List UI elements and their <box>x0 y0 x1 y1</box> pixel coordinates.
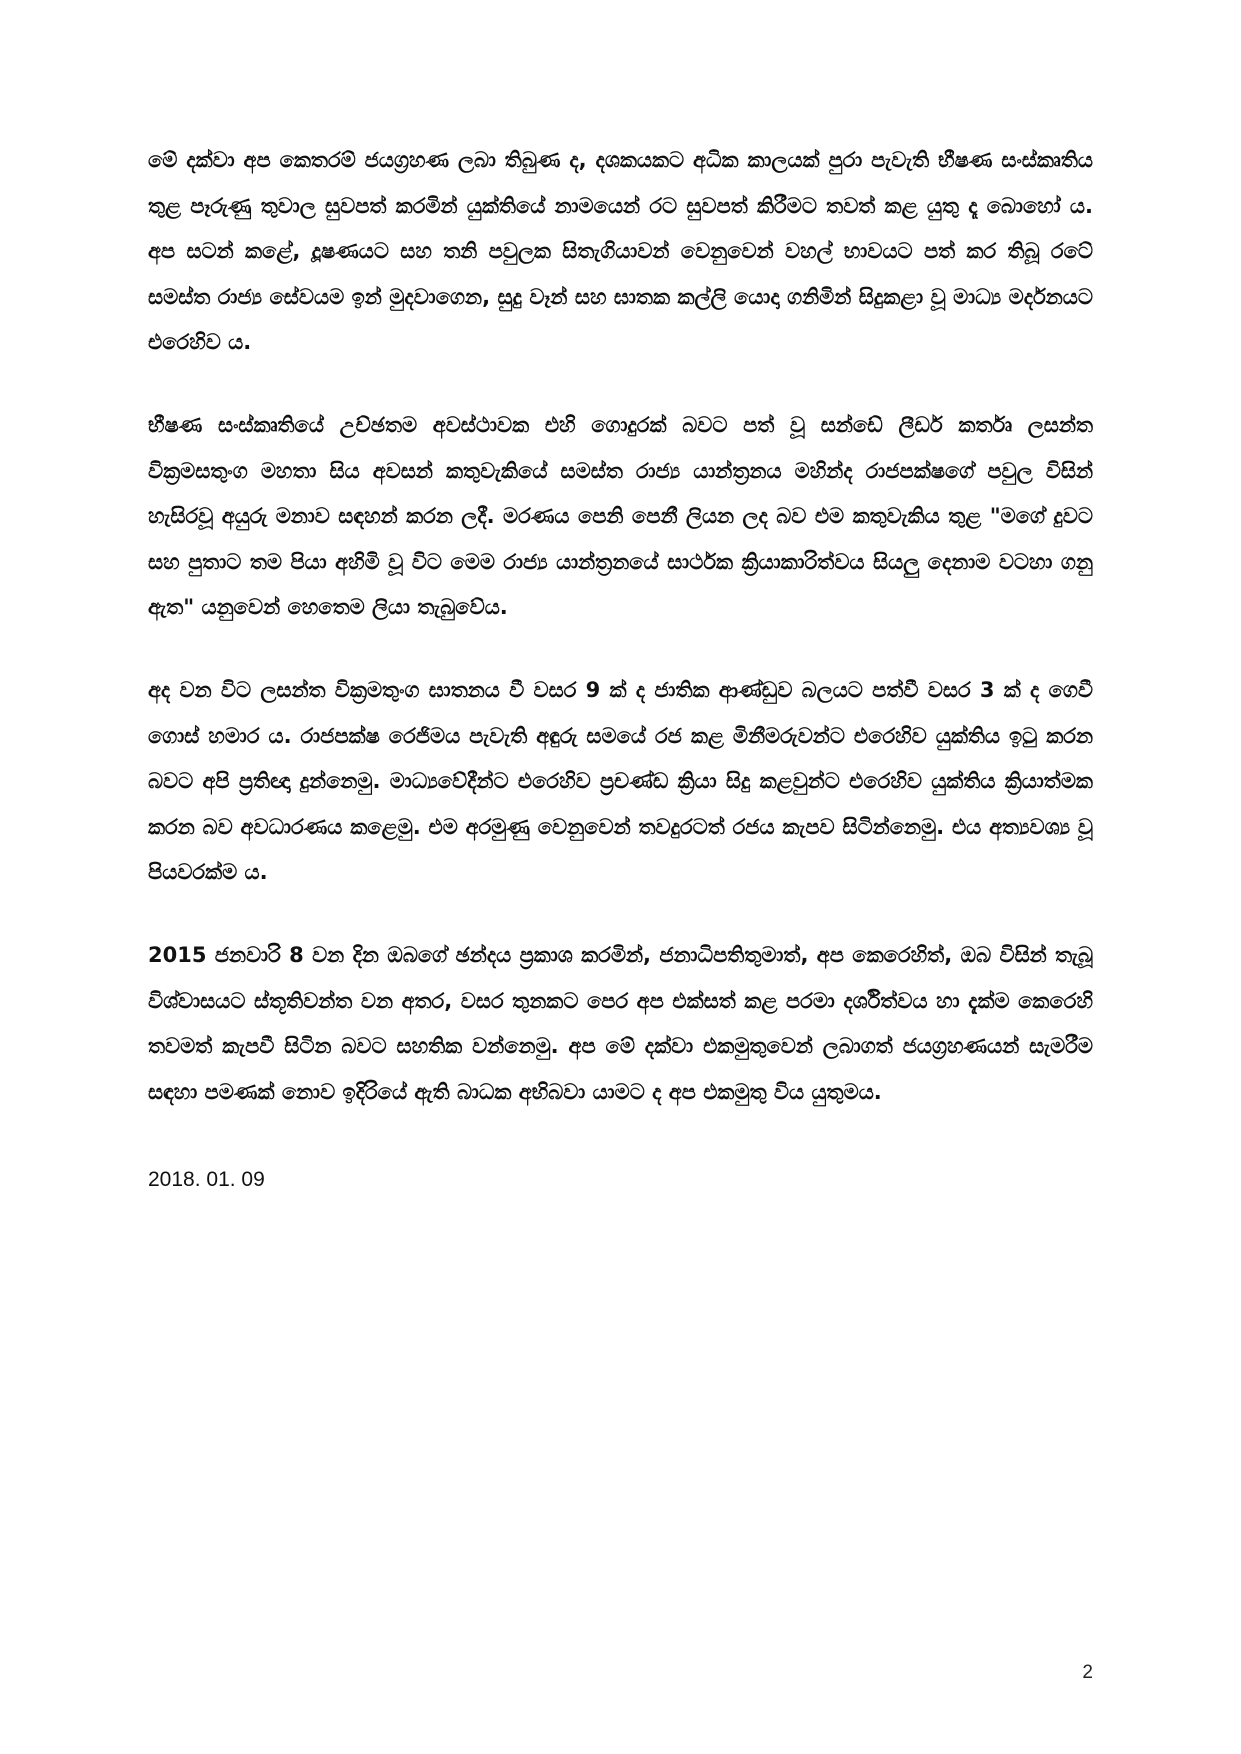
paragraph-1: මේ දක්වා අප කෙතරම් ජයග්‍රහණ ලබා තිබුණ ද, දශකයකට අධික කාලයක් පුරා පැවැති භීෂණ සංස්කෘතිය තුළ පෑරුණු තුවාල සුවපත් කරමින් යුක්තියේ නාමයෙන් රට සුවපත් කිරීමට තවත් කළ යුතු දෑ බොහෝ ය. අප සටන් කළේ, දූෂණයට සහ තනි පවුලක සිතැගියාවන් වෙනුවෙන් වහල් භාවයට පත් කර තිබූ රටේ සමස්ත රාජ්‍ය සේවයම ඉන් මුදවාගෙන, සුදු වෑන් සහ ඝාතක කල්ලි යොදා ගනිමින් සිදුකළා වූ මාධ්‍ය මර්දනයට එරෙහිව ය. <box>148 148 1093 355</box>
paragraph-2: භීෂණ සංස්කෘතියේ උච්ඡතම අවස්ථාවක එහි ගොදුරක් බවට පත් වූ සන්ඩේ ලීඩර් කර්තෘ ලසන්ත වික්‍රමසතුංග මහතා සිය අවසන් කතුවැකියේ සමස්ත රාජ්‍ය යාන්ත්‍රනය මහින්ද රාජපක්ෂගේ පවුල විසින් හැසිරවූ අයුරු මනාව සඳහන් කරන ලදී. මරණය පෙනි පෙනී ලියන ලද බව එම කතුවැකිය තුළ "මගේ දුවට සහ පුතාට තම පියා අහිමි වූ විට මෙම රාජ්‍ය යාන්ත්‍රනයේ සාර්ථක ක්‍රියාකාරිත්වය සියලු දෙනාම වටහා ගනු ඇත" යනුවෙන් හෙතෙම ලියා තැබුවේය. <box>148 412 1093 620</box>
document-body <box>148 138 1093 1152</box>
document-date: 2018. 01. 09 <box>148 1168 265 1191</box>
paragraph-4: 2015 ජනවාරි 8 වන දින ඔබගේ ඡන්දය ප්‍රකාශ කරමින්, ජනාධිපතිතුමාත්, අප කෙරෙහිත්, ඔබ විසින් තැබූ විශ්වාසයට ස්තූතිවන්ත වන අතර, වසර තුනකට පෙර අප එක්සත් කළ පරමා දර්ශිත්වය හා දැක්ම කෙරෙහි තවමත් කැපවී සිටින බවට සහතික වන්නෙමු. අප මේ දක්වා එකමුතුවෙන් ලබාගත් ජයග්‍රහණයන් සැමරීම සඳහා පමණක් නොව ඉදිරියේ ඇති බාධක අභිබවා යාමට ද අප එකමුතු විය යුතුමය. <box>148 942 1093 1104</box>
page-number: 2 <box>1082 1662 1093 1683</box>
paragraph-3: අද වන විට ලසන්ත වික්‍රමතුංග ඝාතනය වී වසර 9 ක් ද ජාතික ආණ්ඩුව බලයට පත්වී වසර 3 ක් ද ගෙවී ගොස් හමාර ය. රාජපක්ෂ රෙජිමය පැවැති අඳුරු සමයේ රජ කළ මිනීමරුවන්ට එරෙහිව යුක්තිය ඉටු කරන බවට අපි ප්‍රතිඥා දුන්නෙමු. මාධ්‍යවේදීන්ට එරෙහිව ප්‍රචණ්ඩ ක්‍රියා සිදු කළවුන්ට එරෙහිව යුක්තිය ක්‍රියාත්මක කරන බව අවධාරණය කළෙමු. එම අරමුණු වෙනුවෙන් තවදුරටත් රජය කැපව සිටින්නෙමු. එය අත්‍යවශ්‍ය වූ පියවරක්ම ය. <box>148 677 1093 885</box>
